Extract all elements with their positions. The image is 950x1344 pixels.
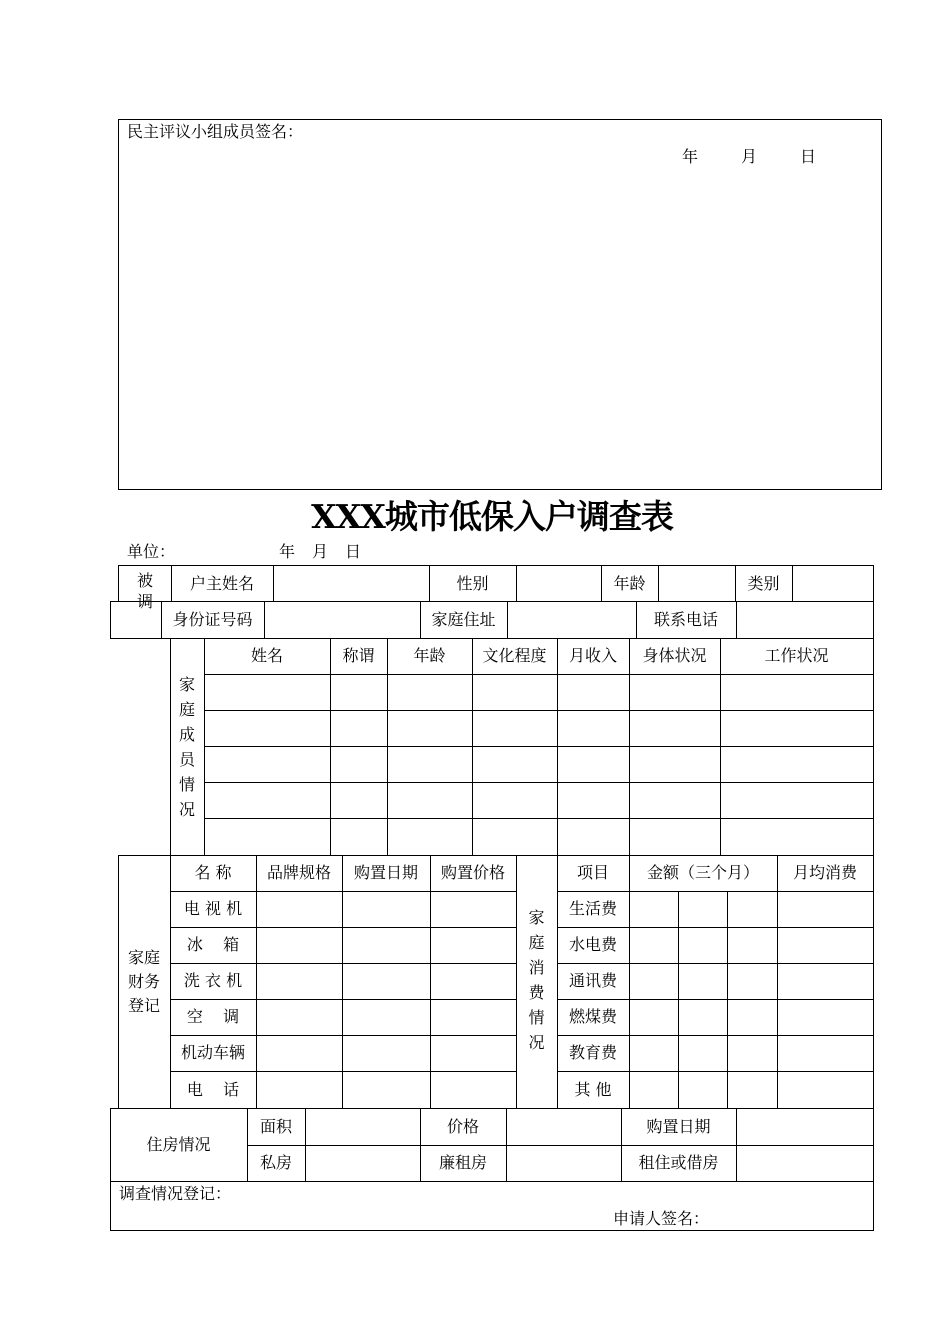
header-day: 日 xyxy=(345,542,362,561)
members-side-label: 家 庭 成 员 情 况 xyxy=(178,675,195,819)
grid-line xyxy=(629,855,630,1108)
review-signature-box xyxy=(118,119,882,490)
grid-line xyxy=(736,601,737,638)
grid-line xyxy=(727,891,728,1108)
consumption-item-utilities: 水电费 xyxy=(568,935,617,954)
consumption-side-label: 家 庭 消 费 情 况 xyxy=(528,908,545,1052)
grid-line xyxy=(430,855,431,1108)
grid-line xyxy=(110,1230,874,1231)
finance-col-name: 名 称 xyxy=(194,863,232,882)
housing-area-label: 面积 xyxy=(259,1116,292,1136)
consumption-item-telecom: 通讯费 xyxy=(568,971,617,990)
review-date-day: 日 xyxy=(800,147,817,166)
members-col-income: 月收入 xyxy=(568,646,617,665)
header-month: 月 xyxy=(312,542,329,561)
finance-item-tv: 电 视 机 xyxy=(183,899,243,918)
review-date-month: 月 xyxy=(741,147,758,166)
finance-col-price: 购置价格 xyxy=(440,863,505,882)
grid-line xyxy=(110,1181,874,1182)
grid-line xyxy=(516,565,517,602)
consumption-item-education: 教育费 xyxy=(568,1043,617,1062)
grid-line xyxy=(678,891,679,1108)
housing-private-label: 私房 xyxy=(259,1153,292,1172)
grid-line xyxy=(736,1108,737,1181)
investigated-label-clip xyxy=(119,566,171,611)
grid-line xyxy=(247,1145,874,1146)
grid-line xyxy=(507,601,508,638)
category-label: 类别 xyxy=(747,573,780,593)
finance-item-ac: 空 调 xyxy=(186,1007,240,1026)
head-name-label: 户主姓名 xyxy=(189,573,254,593)
review-signature-label: 民主评议小组成员签名： xyxy=(127,122,304,141)
members-col-education: 文化程度 xyxy=(482,646,547,665)
unit-label: 单位： xyxy=(127,542,176,561)
grid-line xyxy=(342,855,343,1108)
id-number-label: 身份证号码 xyxy=(172,609,253,629)
finance-item-fridge: 冰 箱 xyxy=(186,935,240,954)
finance-col-date: 购置日期 xyxy=(353,863,418,882)
address-label: 家庭住址 xyxy=(431,609,496,629)
grid-line xyxy=(658,565,659,602)
housing-low-rent-label: 廉租房 xyxy=(438,1153,487,1172)
consumption-col-monthly: 月均消费 xyxy=(792,863,857,882)
grid-line xyxy=(873,565,874,602)
consumption-item-fuel: 燃煤费 xyxy=(568,1007,617,1026)
investigated-label: 被调 xyxy=(137,571,154,611)
grid-line xyxy=(777,855,778,1108)
consumption-col-amount: 金额（三个月） xyxy=(646,863,759,882)
housing-purchase-date-label: 购置日期 xyxy=(646,1116,711,1136)
gender-label: 性别 xyxy=(456,573,489,593)
grid-line xyxy=(792,565,793,602)
finance-item-washer: 洗 衣 机 xyxy=(183,971,243,990)
grid-line xyxy=(873,638,874,855)
housing-price-label: 价格 xyxy=(446,1116,479,1136)
housing-rent-borrow-label: 租住或借房 xyxy=(638,1153,719,1172)
grid-line xyxy=(264,601,265,638)
survey-label: 调查情况登记： xyxy=(119,1184,232,1203)
finance-item-vehicle: 机动车辆 xyxy=(180,1043,245,1062)
finance-side-label: 家庭 财务 登记 xyxy=(127,947,160,1015)
header-year: 年 xyxy=(279,542,296,561)
review-date-year: 年 xyxy=(682,147,699,166)
grid-line xyxy=(506,1108,507,1181)
members-col-work: 工作状况 xyxy=(764,646,829,665)
members-col-relation: 称谓 xyxy=(342,646,375,665)
grid-line xyxy=(305,1108,306,1181)
finance-col-brand: 品牌规格 xyxy=(266,863,331,882)
applicant-signature-label: 申请人签名： xyxy=(613,1209,710,1228)
consumption-item-other: 其 他 xyxy=(574,1079,612,1099)
grid-line xyxy=(204,746,874,747)
consumption-item-living: 生活费 xyxy=(568,899,617,918)
grid-line xyxy=(110,601,111,638)
grid-line xyxy=(204,782,874,783)
consumption-col-item: 项目 xyxy=(576,863,609,882)
grid-line xyxy=(204,674,874,675)
grid-line xyxy=(273,565,274,602)
housing-label: 住房情况 xyxy=(146,1134,211,1154)
phone-label: 联系电话 xyxy=(653,609,718,629)
grid-line xyxy=(204,818,874,819)
page-title: XXX城市低保入户调查表 xyxy=(311,496,673,536)
grid-line xyxy=(873,1108,874,1230)
grid-line xyxy=(256,855,257,1108)
members-col-age: 年龄 xyxy=(413,646,446,665)
grid-line xyxy=(873,601,874,638)
age-label: 年龄 xyxy=(613,573,646,593)
grid-line xyxy=(873,855,874,1108)
members-col-name: 姓名 xyxy=(250,646,283,665)
grid-line xyxy=(204,710,874,711)
members-col-health: 身体状况 xyxy=(642,646,707,665)
finance-item-phone: 电 话 xyxy=(186,1079,240,1099)
